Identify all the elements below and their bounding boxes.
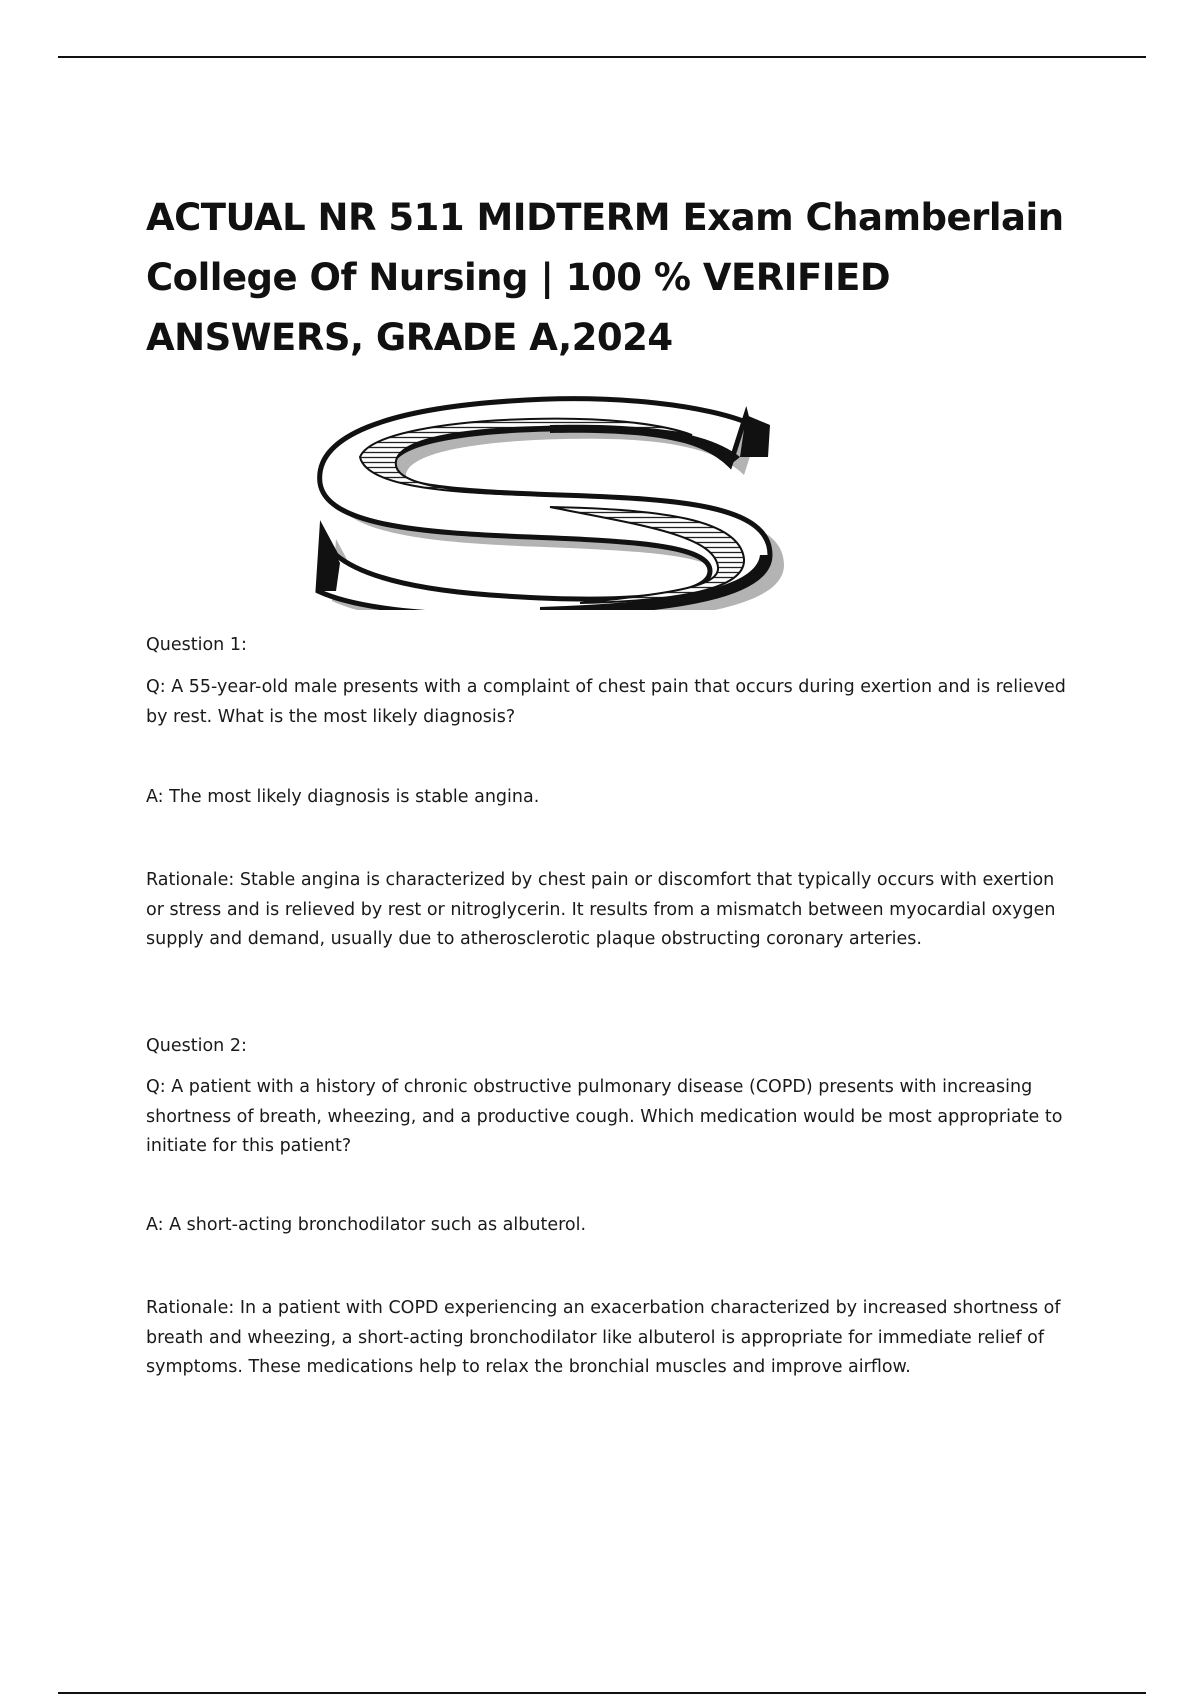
question-1-answer: A: The most likely diagnosis is stable angina. xyxy=(146,787,540,807)
question-2-text: Q: A patient with a history of chronic obstructive pulmonary disease (COPD) presents with increasing shortness of breath, wheezing, and a productive cough. Which medication would be most appropriate to initiate for this patient? xyxy=(146,1077,1063,1156)
bottom-rule xyxy=(58,1692,1146,1694)
question-2-rationale: Rationale: In a patient with COPD experiencing an exacerbation characterized by increased shortness of breath and wheezing, a short-acting bronchodilator like albuterol is appropriate for immediate relief of symptoms. These medications help to relax the bronchial muscles and improve airflow. xyxy=(146,1298,1061,1377)
top-rule xyxy=(58,56,1146,58)
question-1-text: Q: A 55-year-old male presents with a complaint of chest pain that occurs during exertion and is relieved by rest. What is the most likely diagnosis? xyxy=(146,677,1066,727)
question-2-heading: Question 2: xyxy=(146,1036,247,1056)
question-1-heading: Question 1: xyxy=(146,635,247,655)
question-1-rationale: Rationale: Stable angina is characterized by chest pain or discomfort that typically occurs with exertion or stress and is relieved by rest or nitroglycerin. It results from a mismatch between myocardial oxygen supply and demand, usually due to atherosclerotic plaque obstructing coronary arteries. xyxy=(146,870,1056,949)
stylized-letter-s-icon xyxy=(300,395,820,610)
question-2-answer: A: A short-acting bronchodilator such as albuterol. xyxy=(146,1215,587,1235)
document-title: ACTUAL NR 511 MIDTERM Exam Chamberlain College Of Nursing | 100 % VERIFIED ANSWERS, GRADE A,2024 xyxy=(146,196,1064,359)
